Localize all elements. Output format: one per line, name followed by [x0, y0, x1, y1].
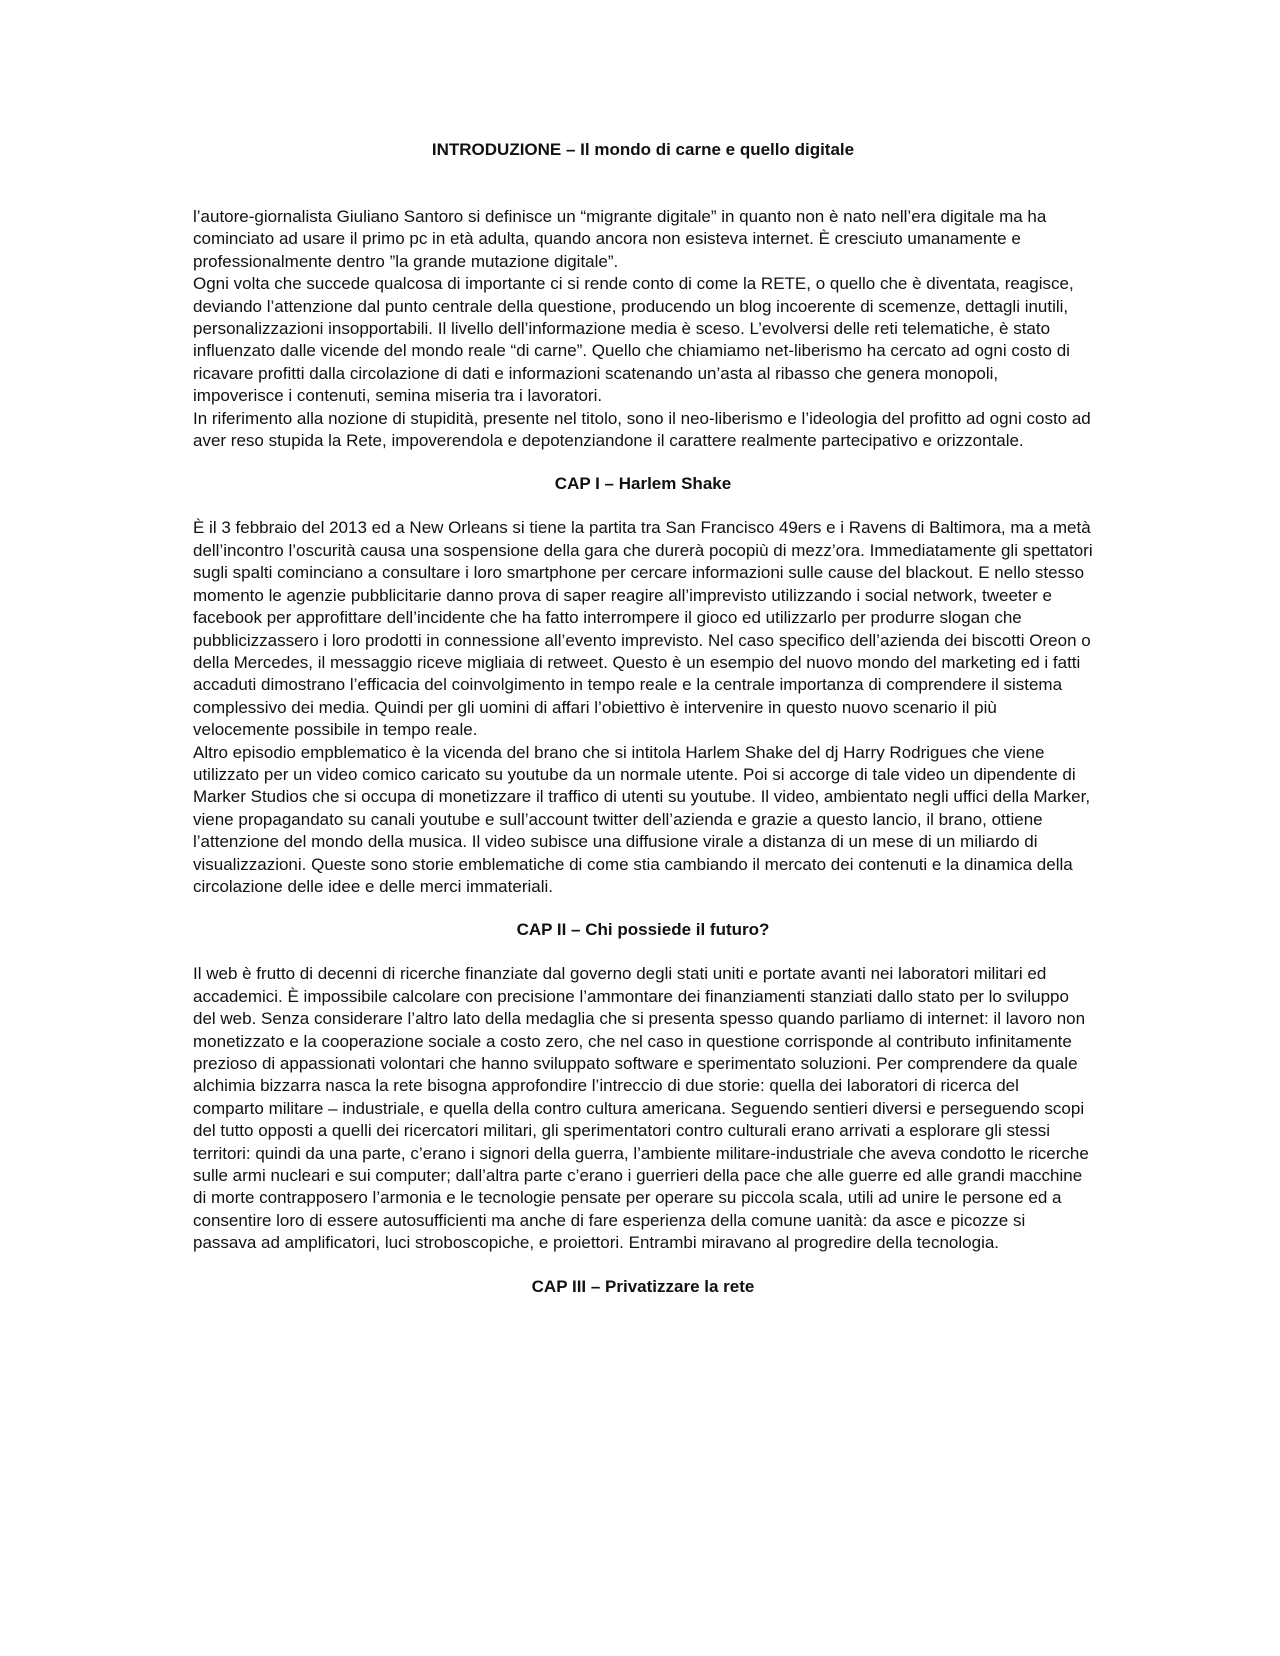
section-heading-cap-3: CAP III – Privatizzare la rete	[531, 1276, 755, 1296]
paragraph: In riferimento alla nozione di stupidità, presente nel titolo, sono il neo-liberismo e l’ideologia del profitto ad ogni costo ad aver reso stupida la Rete, impoverendola e depotenziandone il carattere realmente partecipativo e orizzontale.	[193, 408, 1091, 451]
document-body	[193, 139, 1093, 1320]
paragraph: È il 3 febbraio del 2013 ed a New Orleans si tiene la partita tra San Francisco 49ers e i Ravens di Baltimora, ma a metà dell’incontro l’oscurità causa una sospensione della gara che durerà pocopiù di mezz’ora. Immediatamente gli spettatori sugli spalti cominciano a consultare i loro smartphone per cercare informazioni sulle cause del blackout. E nello stesso momento le agenzie pubblicitarie danno prova di saper reagire all’imprevisto utilizzando i social network, tweeter e facebook per approfittare dell’incidente che ha fatto interrompere il gioco ed utilizzarlo per produrre slogan che pubblicizzassero i loro prodotti in connessione all’evento imprevisto. Nel caso specifico dell’azienda dei biscotti Oreon o della Mercedes, il messaggio riceve migliaia di retweet. Questo è un esempio del nuovo mondo del marketing ed i fatti accaduti dimostrano l’efficacia del coinvolgimento in tempo reale e la centrale importanza di comprendere il sistema complessivo dei media. Quindi per gli uomini di affari l’obiettivo è intervenire in questo nuovo scenario il più velocemente possibile in tempo reale.	[193, 518, 1093, 740]
section-heading-cap-1: CAP I – Harlem Shake	[554, 474, 732, 494]
section-heading-cap-2: CAP II – Chi possiede il futuro?	[516, 920, 770, 940]
section-heading-introduzione: INTRODUZIONE – Il mondo di carne e quello digitale	[431, 140, 855, 159]
paragraph: l’autore-giornalista Giuliano Santoro si definisce un “migrante digitale” in quanto non è nato nell’era digitale ma ha cominciato ad usare il primo pc in età adulta, quando ancora non esisteva internet. È cresciuto umanamente e professionalmente dentro ”la grande mutazione digitale”.	[193, 207, 1047, 271]
paragraph: Il web è frutto di decenni di ricerche finanziate dal governo degli stati uniti e portate avanti nei laboratori militari ed accademici. È impossibile calcolare con precisione l’ammontare dei finanziamenti stanziati dallo stato per lo sviluppo del web. Senza considerare l’altro lato della medaglia che si presenta spesso quando parliamo di internet: il lavoro non monetizzato e la cooperazione sociale a costo zero, che nel caso in questione corrisponde al contributo infinitamente prezioso di appassionati volontari che hanno sviluppato software e sperimentato soluzioni. Per comprendere da quale alchimia bizzarra nasca la rete bisogna approfondire l’intreccio di due storie: quella dei laboratori di ricerca del comparto militare – industriale, e quella della contro cultura americana. Seguendo sentieri diversi e perseguendo scopi del tutto opposti a quelli dei ricercatori militari, gli sperimentatori contro culturali erano arrivati a esplorare gli stessi territori: quindi da una parte, c’erano i signori della guerra, l’ambiente militare-industriale che aveva condotto le ricerche sulle armi nucleari e sui computer; dall’altra parte c’erano i guerrieri della pace che alle guerre ed alle grandi macchine di morte contrapposero l’armonia e le tecnologie pensate per operare su piccola scala, utili ad unire le persone ed a consentire loro di essere autosufficienti ma anche di fare esperienza della comune uanità: da asce e picozze si passava ad amplificatori, luci stroboscopiche, e proiettori. Entrambi miravano al progredire della tecnologia.	[193, 964, 1089, 1253]
paragraph: Ogni volta che succede qualcosa di importante ci si rende conto di come la RETE, o quello che è diventata, reagisce, deviando l’attenzione dal punto centrale della questione, producendo un blog incoerente di scemenze, dettagli inutili, personalizzazioni insopportabili. Il livello dell’informazione media è sceso. L’evolversi delle reti telematiche, è stato influenzato dalle vicende del mondo reale “di carne”. Quello che chiamiamo net-liberismo ha cercato ad ogni costo di ricavare profitti dalla circolazione di dati e informazioni scatenando un’asta al ribasso che genera monopoli, impoverisce i contenuti, semina miseria tra i lavoratori.	[193, 274, 1074, 406]
paragraph: Altro episodio empblematico è la vicenda del brano che si intitola Harlem Shake del dj Harry Rodrigues che viene utilizzato per un video comico caricato su youtube da un normale utente. Poi si accorge di tale video un dipendente di Marker Studios che si occupa di monetizzare il traffico di utenti su youtube. Il video, ambientato negli uffici della Marker, viene propagandato su canali youtube e sull’account twitter dell’azienda e grazie a questo lancio, il brano, ottiene l’attenzione del mondo della musica. Il video subisce una diffusione virale a distanza di un mese di un miliardo di visualizzazioni. Queste sono storie emblematiche di come stia cambiando il mercato dei contenuti e la dinamica della circolazione delle idee e delle merci immateriali.	[193, 742, 1091, 896]
